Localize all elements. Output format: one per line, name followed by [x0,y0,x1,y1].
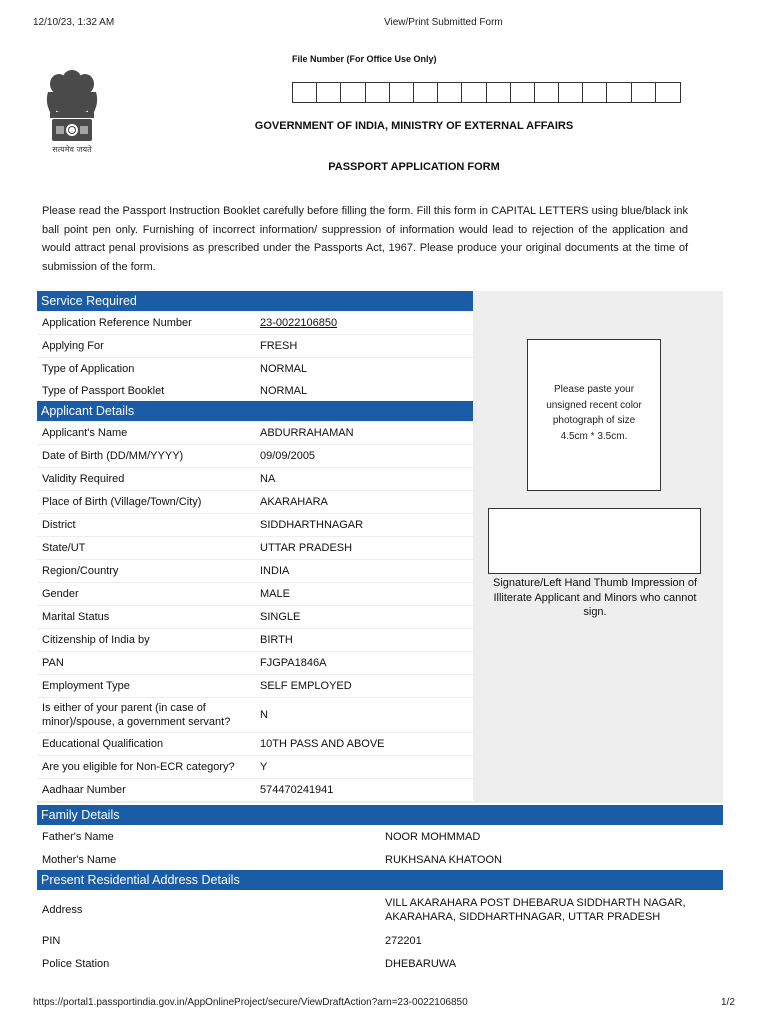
table-row [37,312,473,334]
field-value: 574470241941 [260,784,334,796]
field-value: NORMAL [260,363,308,375]
print-datetime: 12/10/23, 1:32 AM [33,17,115,28]
file-number-box [366,83,390,102]
table-row [37,849,723,870]
applicant-details-heading: Applicant Details [37,401,473,421]
address-details-heading: Present Residential Address Details [37,870,723,890]
field-value: ABDURRAHAMAN [260,427,354,439]
table-row [37,491,473,513]
table-row [37,583,473,605]
file-number-box [414,83,438,102]
table-row [37,606,473,628]
file-number-label: File Number (For Office Use Only) [292,54,437,64]
field-label: Type of Application [42,363,135,375]
file-number-boxes [292,82,681,103]
file-number-box [341,83,365,102]
field-label: PIN [42,935,61,947]
file-number-box [487,83,511,102]
field-value: BIRTH [260,634,293,646]
field-label: Is either of your parent (in case of minor)/spouse, a government servant? [42,702,231,728]
print-page-number: 1/2 [721,997,735,1008]
field-label: Application Reference Number [42,317,192,329]
field-value: SELF EMPLOYED [260,680,352,692]
field-value: FRESH [260,340,298,352]
field-value: AKARAHARA [260,496,328,508]
field-label: Educational Qualification [42,738,164,750]
table-row [37,468,473,490]
family-details-heading: Family Details [37,805,723,825]
field-label: Applying For [42,340,104,352]
field-value: NORMAL [260,384,308,397]
signature-caption: Signature/Left Hand Thumb Impression of Illiterate Applicant and Minors who cannot sign. [492,577,698,618]
table-row [37,675,473,697]
field-label: Father's Name [42,831,114,843]
field-label: Validity Required [42,473,125,485]
instructions-paragraph: Please read the Passport Instruction Booklet carefully before filling the form. Fill this form in CAPITAL LETTERS using blue/black ink ball point pen only. Furnishing of incorrect information/ suppression of information would lead to rejection of the application and would attract penal provisions as prescribed under the Passports Act, 1967. Please produce your original documents at the time of submission of the form. [42,205,688,273]
field-label: Employment Type [42,680,130,692]
file-number-box [438,83,462,102]
file-number-box [656,83,680,102]
file-number-box [317,83,341,102]
field-value: Y [260,761,268,773]
field-label: Date of Birth (DD/MM/YYYY) [42,450,184,462]
table-row [37,779,473,801]
emblem-motto: सत्यमेव जयते [52,145,92,154]
field-value: DHEBARUWA [385,957,457,970]
file-number-box [535,83,559,102]
field-label: Marital Status [42,611,110,623]
field-label: State/UT [42,542,86,554]
field-value: INDIA [260,565,290,577]
table-row [37,756,473,778]
field-label: District [42,519,76,531]
table-row [37,891,723,929]
table-row [37,422,473,444]
field-label: Are you eligible for Non-ECR category? [42,761,235,773]
table-row [37,953,723,974]
file-number-box [607,83,631,102]
service-required-heading: Service Required [37,291,473,311]
field-value: N [260,709,268,721]
table-row [37,380,473,401]
field-label: Mother's Name [42,853,117,866]
field-value: 272201 [385,935,422,947]
field-label: Citizenship of India by [42,634,150,646]
table-row [37,930,723,952]
file-number-box [559,83,583,102]
field-value: RUKHSANA KHATOON [385,853,502,866]
field-value: FJGPA1846A [260,657,327,669]
table-row [37,652,473,674]
field-label: Place of Birth (Village/Town/City) [42,496,202,508]
field-label: PAN [42,657,64,669]
field-label: Address [42,904,83,916]
table-row [37,560,473,582]
table-row [37,335,473,357]
application-reference-link[interactable]: 23-0022106850 [260,317,338,329]
print-page-title: View/Print Submitted Form [384,17,503,28]
government-title: GOVERNMENT OF INDIA, MINISTRY OF EXTERNAL AFFAIRS [254,120,574,132]
table-row [37,698,473,732]
file-number-box [583,83,607,102]
photo-placeholder [527,339,661,491]
file-number-box [293,83,317,102]
field-value: NA [260,473,276,485]
file-number-box [632,83,656,102]
field-label: Aadhaar Number [42,784,126,796]
field-label: Applicant's Name [42,427,128,439]
field-label: Region/Country [42,565,119,577]
photo-instructions: Please paste your unsigned recent color photograph of size 4.5cm * 3.5cm. [546,384,642,442]
field-value: SIDDHARTHNAGAR [260,519,364,531]
table-row [37,629,473,651]
signature-box [488,508,701,574]
field-value: 09/09/2005 [260,450,316,462]
table-row [37,733,473,755]
field-label: Gender [42,588,79,600]
file-number-box [390,83,414,102]
field-value: 10TH PASS AND ABOVE [260,738,385,750]
print-url: https://portal1.passportindia.gov.in/AppOnlineProject/secure/ViewDraftAction?arn=23-0022106850 [33,997,468,1008]
field-value: UTTAR PRADESH [260,542,353,554]
field-value: VILL AKARAHARA POST DHEBARUA SIDDHARTH NAGAR, AKARAHARA, SIDDHARTHNAGAR, UTTAR PRADESH [385,897,686,923]
table-row [37,826,723,848]
file-number-box [511,83,535,102]
table-row [37,537,473,559]
field-label: Type of Passport Booklet [42,384,165,397]
form-title: PASSPORT APPLICATION FORM [328,161,500,173]
field-label: Police Station [42,957,110,970]
field-value: NOOR MOHMMAD [385,831,481,843]
file-number-box [462,83,486,102]
national-emblem [38,62,106,160]
table-row [37,358,473,380]
table-row [37,445,473,467]
field-value: SINGLE [260,611,301,623]
field-value: MALE [260,588,290,600]
table-row [37,514,473,536]
